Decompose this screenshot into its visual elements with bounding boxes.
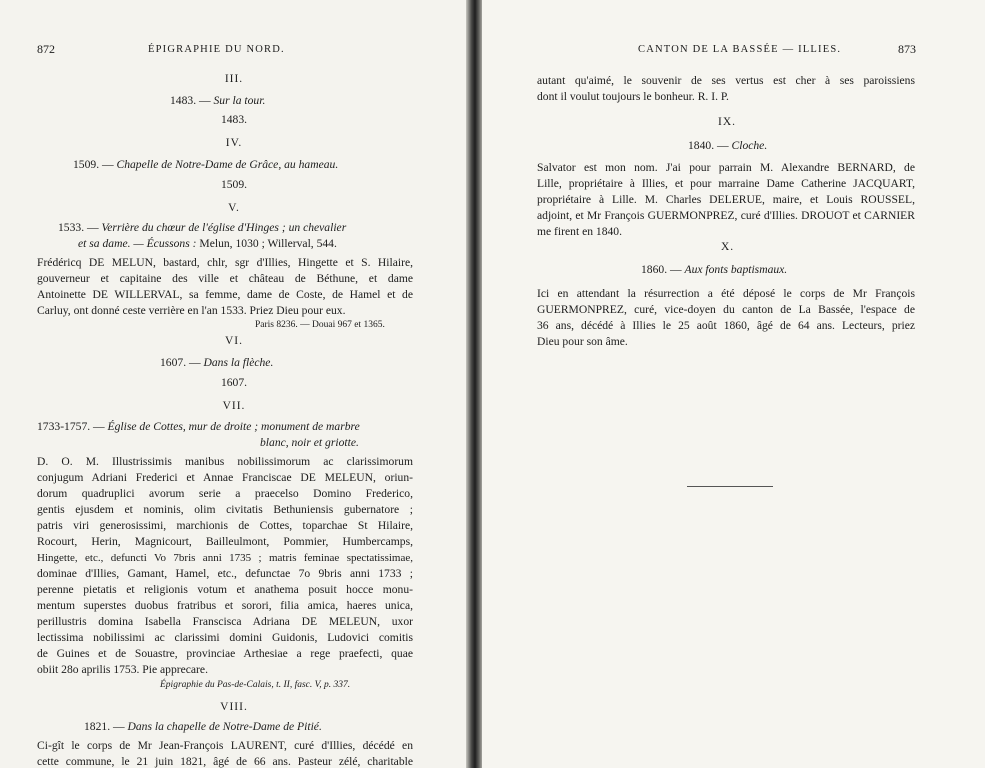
running-head-right: CANTON DE LA BASSÉE — ILLIES. xyxy=(638,44,842,55)
source-reference-VII: Épigraphie du Pas-de-Calais, t. II, fasc. V, p. 337. xyxy=(160,680,351,690)
section-numeral-V: V. xyxy=(228,202,240,214)
left-page xyxy=(0,0,468,768)
inscription-text-VI: 1607. xyxy=(220,376,248,389)
entry-heading-V-line1: 1533. — Verrière du chœur de l'église d'Hinges ; un chevalier xyxy=(58,221,347,234)
source-reference-V: Paris 8236. — Douai 967 et 1365. xyxy=(255,320,385,330)
entry-heading-V-line2: et sa dame. — Écussons : Melun, 1030 ; Willerval, 544. xyxy=(78,237,337,250)
entry-heading-VII-line2: blanc, noir et griotte. xyxy=(260,436,359,449)
inscription-body-V: Frédéricq DE MELUN, bastard, chlr, sgr d'Illies, Hingette et S. Hilaire, gouverneur et capitaine des ville et château de Béthune, et dame Antoinette DE WILLERVAL, sa femme, dame de Coste, de Hamel et de Carluy, ont donné ceste verrière en l'an 1533. Priez Dieu pour eux. xyxy=(37,256,413,317)
section-numeral-VII: VII. xyxy=(222,400,246,412)
end-rule xyxy=(687,486,773,487)
entry-heading-III: 1483. — Sur la tour. xyxy=(170,94,266,107)
section-numeral-VIII: VIII. xyxy=(220,701,248,713)
section-numeral-VI: VI. xyxy=(224,335,243,347)
entry-heading-IV: 1509. — Chapelle de Notre-Dame de Grâce, au hameau. xyxy=(73,158,339,171)
section-numeral-X: X. xyxy=(721,241,735,253)
entry-heading-VII-line1: 1733-1757. — Église de Cottes, mur de droite ; monument de marbre xyxy=(37,420,360,433)
entry-heading-VI: 1607. — Dans la flèche. xyxy=(160,356,274,369)
inscription-text-III: 1483. xyxy=(220,113,248,126)
inscription-text-IV: 1509. xyxy=(220,178,248,191)
section-numeral-IX: IX. xyxy=(718,116,737,128)
section-numeral-III: III. xyxy=(224,73,244,85)
inscription-body-X: Ici en attendant la résurrection a été déposé le corps de Mr François GUERMONPREZ, curé, vice-doyen du canton de La Bassée, l'espace de 36 ans, décédé à Illies le 25 août 1860, âgé de 64 ans. Lecteurs, priez Dieu pour son âme. xyxy=(537,287,915,348)
entry-heading-VIII: 1821. — Dans la chapelle de Notre-Dame de Pitié. xyxy=(84,720,322,733)
running-head-left: ÉPIGRAPHIE DU NORD. xyxy=(148,44,285,55)
continuation-text: autant qu'aimé, le souvenir de ses vertus est cher à ses paroissiens dont il voulut toujours le bonheur. R. I. P. xyxy=(537,74,915,103)
entry-heading-X: 1860. — Aux fonts baptismaux. xyxy=(641,263,788,276)
page-number-right: 873 xyxy=(898,42,916,56)
inscription-body-IX: Salvator est mon nom. J'ai pour parrain M. Alexandre BERNARD, de Lille, propriétaire à Illies, et pour marraine Dame Catherine JACQUART, propriétaire à Lille. M. Charles DELERUE, maire, et Louis ROUSSEL, adjoint, et Mr François GUERMONPREZ, curé d'Illies. DROUOT et CARNIER me firent en 1840. xyxy=(537,161,915,238)
entry-heading-IX: 1840. — Cloche. xyxy=(688,139,768,152)
section-numeral-IV: IV. xyxy=(225,137,243,149)
right-page xyxy=(482,0,985,768)
inscription-body-VIII: Ci-gît le corps de Mr Jean-François LAURENT, curé d'Illies, décédé en cette commune, le 21 juin 1821, âgé de 66 ans. Pasteur zélé, charitable xyxy=(37,739,413,768)
page-number-left: 872 xyxy=(37,42,55,56)
inscription-body-VII: D. O. M. Illustrissimis manibus nobilissimorum ac clarissimorum conjugum Adriani Frederici et Annae Franciscae DE MELEUN, oriun- dorum quadruplici avorum serie a praecelso Domino Frederico, gentis ejusdem et nominis, olim civitatis Bethuniensis gubernatore ; patris viri generosissimi, marchionis de Cottes, toparchae St Hilaire, Rocourt, Herin, Magnicourt, Bailleulmont, Pommier, Humbercamps, Hingette, etc., defuncti Vo 7bris anni 1735 ; matris feminae spectatissimae, dominae d'Illies, Gamant, Hamel, etc., defunctae 7o 9bris anni 1733 ; perenne pietatis et religionis votum et anathema posuit hocce monu- mentum superstes duobus fratribus et sorori, filia amica, haeres unica, perillustris domina Isabella Franscisca Adriana DE MELEUN, uxor lectissima nobilissimi ac clarissimi domini Guidonis, Ludovici comitis de Guines et de Souastre, provinciae Arthesiae a rege praefecti, quae obiit 28o aprilis 1753. Pie apprecare. xyxy=(37,455,413,676)
